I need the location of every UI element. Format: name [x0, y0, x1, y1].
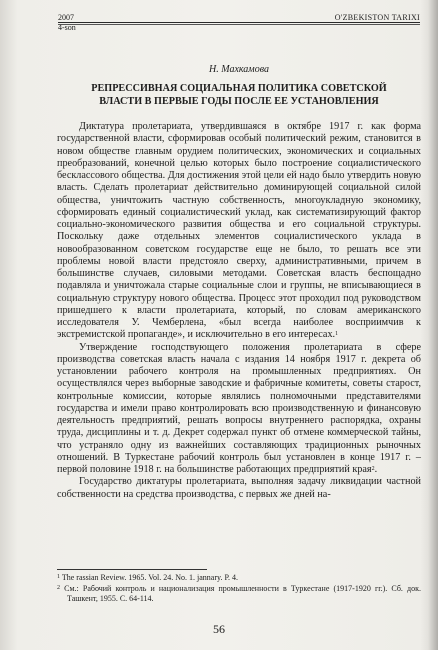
footnote-2-mark: 2: [57, 584, 60, 591]
page-number: 56: [213, 622, 225, 636]
header-year: 2007: [58, 13, 74, 22]
footnote-separator: [57, 569, 207, 570]
running-header: [58, 13, 420, 33]
article-title-line-2: ВЛАСТИ В ПЕРВЫЕ ГОДЫ ПОСЛЕ ЕЕ УСТАНОВЛЕНИЯ: [99, 96, 379, 107]
footnote-2-text: См.: Рабочий контроль и национализация промышленности в Туркестане (1917-1920 гг.). Сб. док. Ташкент, 1955. С. 64-114.: [60, 583, 421, 603]
page-spine-shadow: [428, 0, 438, 650]
body-paragraph-2: Утверждение господствующего положения пролетариата в сфере производства советская власть начала с издания 14 ноября 1917 г. декрета об установлении рабочего контроля на промышленных предприятиях. Он осуществлялся через выборные заводские и фабричные комитеты, советы старост, контрольные комиссии, которые являлись полномочными представителями государства и имели право контролировать всю производственную и финансовую деятельность предприятий, решать вопросы внутреннего распорядка, охраны труда, дисциплины и т. д. Декрет содержал пункт об отмене коммерческой тайны, что устраняло одну из важнейших составляющих традиционных рыночных отношений. В Туркестане рабочий контроль был установлен в конце 1917 г. – первой половине 1918 г. на большинстве работающих предприятий края$^2$.: [57, 341, 421, 475]
article-author: Н. Махкамова: [209, 64, 269, 75]
footnote-1: [57, 573, 421, 584]
header-issue: 4-son: [58, 23, 76, 32]
paragraph-2-text: Утверждение господствующего положения пролетариата в сфере производства советская власть начала с издания 14 ноября 1917 г. декрета об установлении рабочего контроля на промышленных предприятиях. Он осуществлялся через выборные заводские и фабричные комитеты, советы старост, контрольные комиссии, которые являлись полномочными представителями государства и имели право контролировать всю производственную и финансовую деятельность предприятий, решать вопросы внутреннего распорядка, охраны труда, дисциплины и т. д. Декрет содержал пункт об отмене коммерческой тайны, что устраняло одну из важнейших составляющих традиционных рыночных отношений. В Туркестане рабочий контроль был установлен в конце 1917 г. – первой половине 1918 г. на большинстве работающих предприятий края: [57, 341, 421, 475]
body-paragraph-3: [57, 476, 421, 501]
header-journal-title: O'ZBEKISTON TARIXI: [334, 13, 420, 22]
paragraph-1-text: Диктатура пролетариата, утвердившаяся в октябре 1917 г. как форма государственной власти, сформировав особый политический режим, становится в новом обществе главным орудием политических, экономических и социальных преобразований, конечной целью которых было построение социалистического бесклассового общества. Для достижения этой цели ей надо было утвердить новую власть. Сделать пролетариат действительно доминирующей социальной силой общества, уничтожить частную собственность, многоукладную экономику, сформировать единый социалистический уклад, как систематизирующий фактор социально-экономического развития общества и его социальной структуры. Поскольку даже отдельных элементов социалистического уклада в новообразованном советском государстве еще не было, то решать все эти проблемы новой власти предстояло сверху, административными, причем в большинстве случаев, силовыми методами. Советская власть беспощадно подавляла и уничтожала старые социальные слои и группы, не вписывающиеся в социальную структуру нового общества. Процесс этот проходил под руководством пришедшего к власти пролетариата, который, по словам американского исследователя У. Чемберлена, «был всегда наиболее восприимчив к экстремистской пропаганде», и исключительно в его интересах.: [57, 121, 421, 341]
article-title-line-1: РЕПРЕССИВНАЯ СОЦИАЛЬНАЯ ПОЛИТИКА СОВЕТСКОЙ: [91, 83, 387, 94]
footnote-1-text: The rassian Review. 1965. Vol. 24. No. 1. jannary. P. 4.: [60, 573, 239, 582]
footnotes: [57, 573, 421, 605]
footnote-2: [57, 584, 421, 605]
article-title: [68, 82, 410, 108]
footnote-1-mark: 1: [57, 574, 60, 580]
header-rule-thin: [58, 24, 420, 25]
footnote-ref-1: 1: [335, 331, 339, 338]
article-body: [57, 121, 421, 501]
paragraph-3-text: Государство диктатуры пролетариата, выполняя задачу ликвидации частной собственности на средства производства, с первых же дней на-: [57, 476, 421, 500]
header-rule: [58, 22, 420, 23]
body-paragraph-1: [57, 121, 421, 342]
footnote-ref-2: 2: [371, 466, 375, 472]
